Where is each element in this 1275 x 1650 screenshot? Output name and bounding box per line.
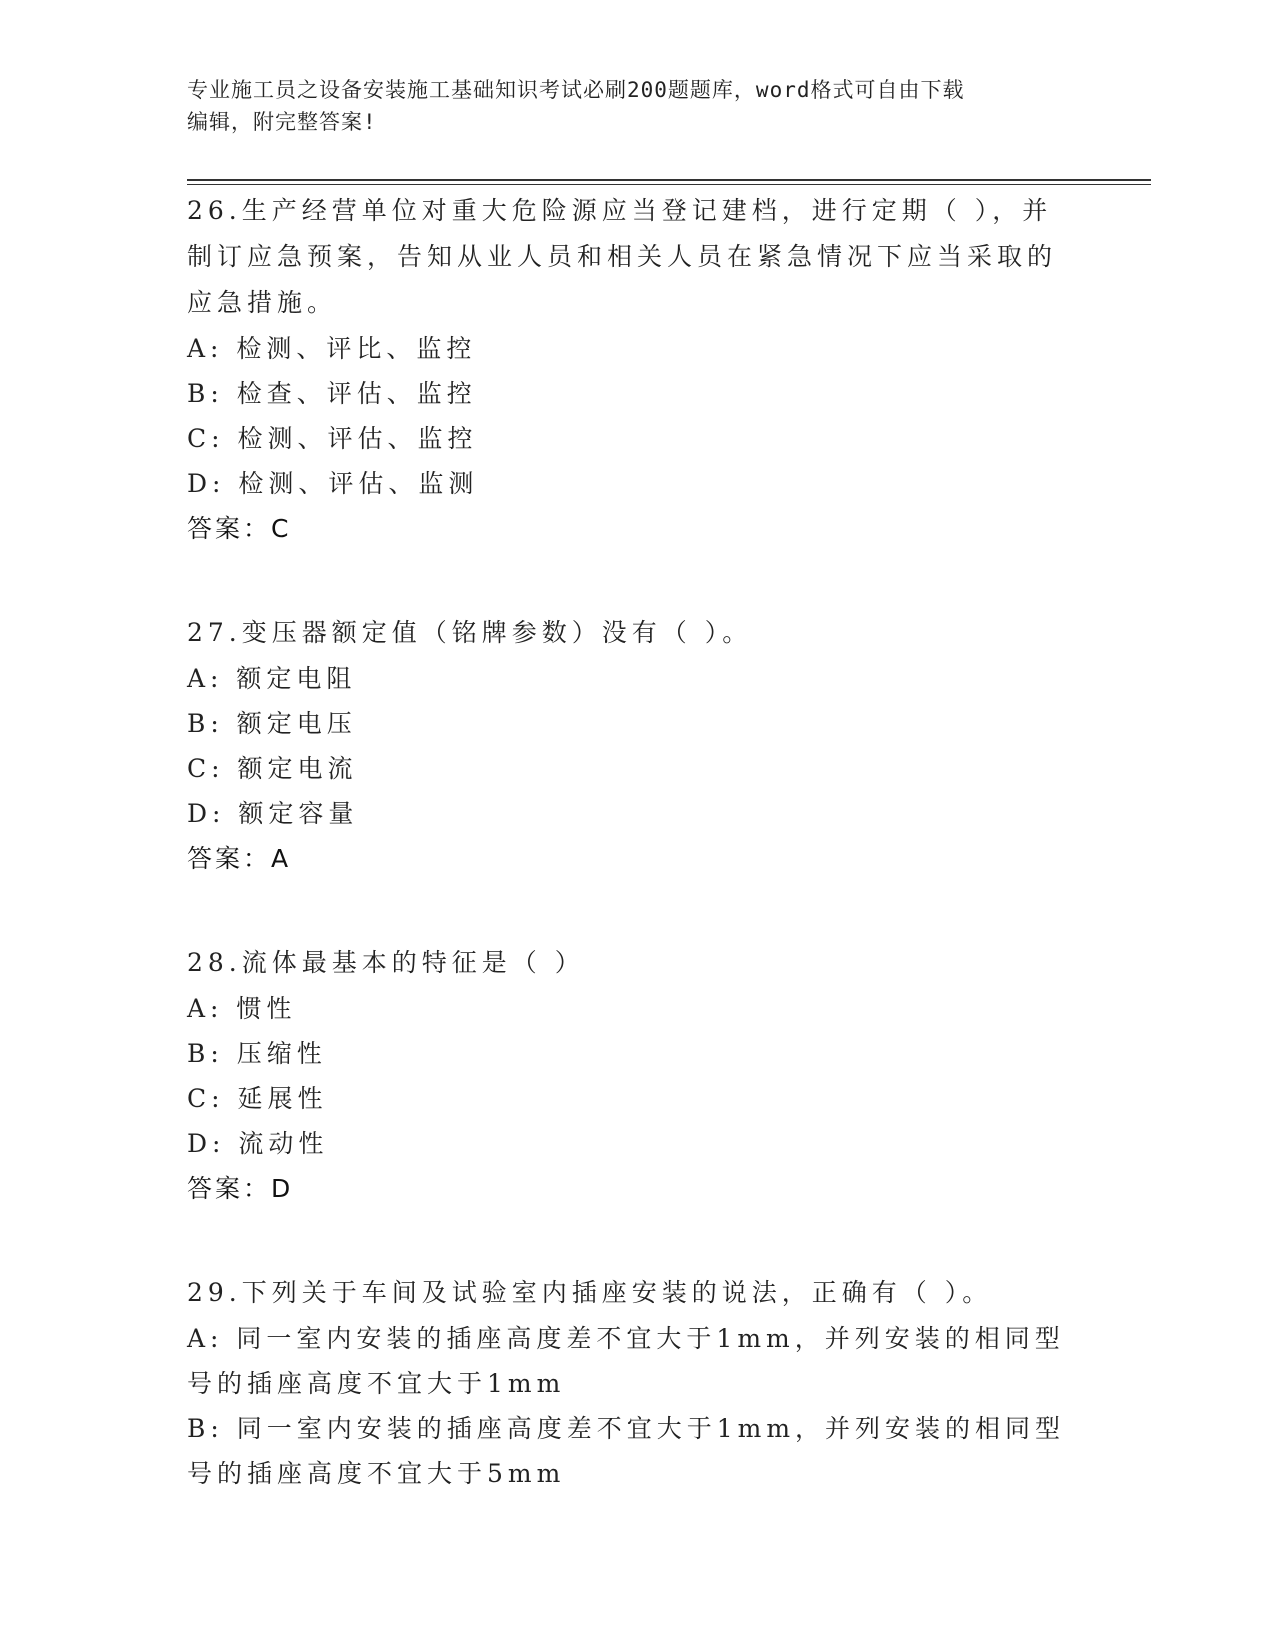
question-item <box>187 188 1067 552</box>
header-divider-thick <box>187 179 1151 181</box>
question-item <box>187 610 1067 882</box>
option-d: D: 检测、评估、监测 <box>187 469 479 498</box>
question-stem: 26.生产经营单位对重大危险源应当登记建档，进行定期（ ），并制订应急预案，告知从业人员和相关人员在紧急情况下应当采取的应急措施。 <box>187 196 1058 317</box>
answer-line: 答案：A <box>187 844 292 873</box>
option-a: A: 检测、评比、监控 <box>187 334 477 363</box>
option-c: C: 额定电流 <box>187 754 358 783</box>
question-spacer <box>187 552 1067 610</box>
question-spacer <box>187 1212 1067 1270</box>
option-c: C: 检测、评估、监控 <box>187 424 478 453</box>
answer-line: 答案：C <box>187 514 292 543</box>
question-stem: 29.下列关于车间及试验室内插座安装的说法，正确有（ ）。 <box>187 1278 993 1307</box>
option-a: A: 惯性 <box>187 994 297 1023</box>
question-list <box>187 188 1067 1496</box>
question-spacer <box>187 882 1067 940</box>
header-title-line-1: 专业施工员之设备安装施工基础知识考试必刷200题题库，word格式可自由下载 <box>187 78 965 102</box>
option-b: B: 检查、评估、监控 <box>187 379 477 408</box>
document-header <box>187 74 1087 138</box>
option-d: D: 额定容量 <box>187 799 359 828</box>
question-item <box>187 940 1067 1212</box>
question-stem: 28.流体最基本的特征是（ ） <box>187 948 585 977</box>
answer-line: 答案：D <box>187 1174 294 1203</box>
option-a: A: 同一室内安装的插座高度差不宜大于1mm，并列安装的相同型号的插座高度不宜大于1mm <box>187 1324 1065 1398</box>
question-item <box>187 1270 1067 1496</box>
option-b: B: 额定电压 <box>187 709 357 738</box>
header-divider-thin <box>187 184 1151 185</box>
question-stem: 27.变压器额定值（铭牌参数）没有（ ）。 <box>187 618 753 647</box>
option-b: B: 同一室内安装的插座高度差不宜大于1mm，并列安装的相同型号的插座高度不宜大于5mm <box>187 1414 1066 1488</box>
option-b: B: 压缩性 <box>187 1039 327 1068</box>
header-title-line-2: 编辑，附完整答案! <box>187 110 377 134</box>
option-d: D: 流动性 <box>187 1129 329 1158</box>
option-a: A: 额定电阻 <box>187 664 357 693</box>
option-c: C: 延展性 <box>187 1084 328 1113</box>
